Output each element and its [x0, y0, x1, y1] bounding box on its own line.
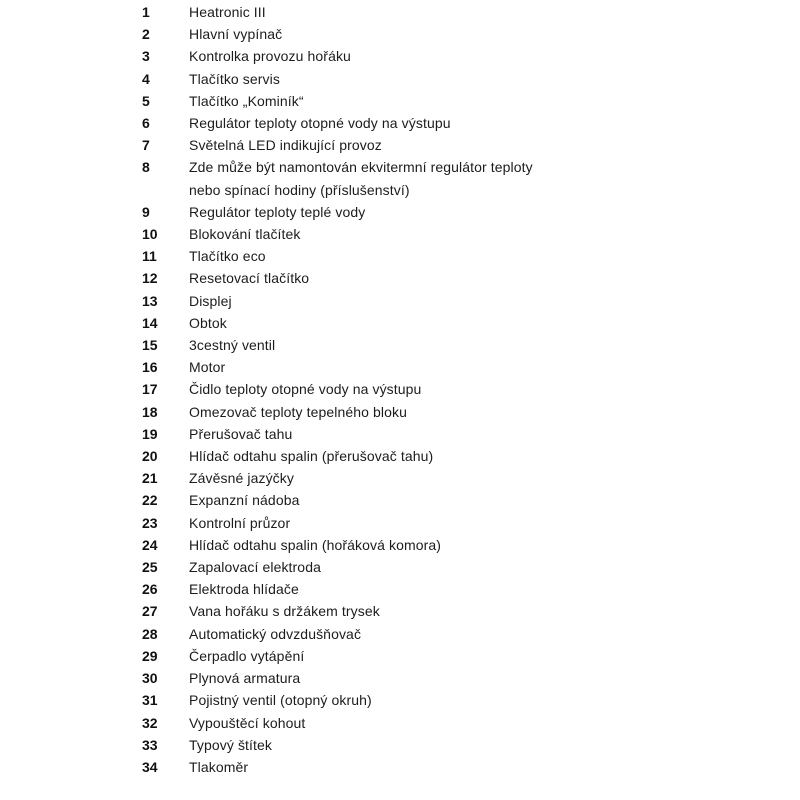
- legend-item: [142, 245, 762, 267]
- item-label-line: Elektroda hlídače: [189, 581, 299, 598]
- item-label-line: Automatický odvzdušňovač: [189, 625, 362, 642]
- item-number: 20: [142, 448, 158, 465]
- item-number: 10: [142, 226, 158, 243]
- item-number: 12: [142, 270, 158, 287]
- item-label-line: Tlačítko eco: [189, 248, 266, 265]
- item-label: [189, 201, 762, 223]
- item-label: [189, 334, 762, 356]
- item-label: [189, 756, 762, 778]
- legend-item: [142, 578, 762, 600]
- item-number: 24: [142, 536, 158, 553]
- item-label-line: Regulátor teploty teplé vody: [189, 203, 366, 220]
- item-label-line: Čidlo teploty otopné vody na výstupu: [189, 381, 422, 398]
- item-label-line: Blokování tlačítek: [189, 226, 301, 243]
- item-number: 3: [142, 48, 150, 65]
- item-number: 27: [142, 603, 158, 620]
- item-label-line: nebo spínací hodiny (příslušenství): [189, 181, 410, 198]
- item-label-line: Tlačítko servis: [189, 70, 280, 87]
- item-number: 16: [142, 359, 158, 376]
- item-label: [189, 23, 762, 45]
- legend-item: [142, 267, 762, 289]
- item-number: 23: [142, 514, 158, 531]
- item-number: 31: [142, 692, 158, 709]
- item-number: 29: [142, 647, 158, 664]
- item-label: [189, 645, 762, 667]
- legend-item: [142, 156, 762, 200]
- legend-item: [142, 645, 762, 667]
- item-label-line: Plynová armatura: [189, 670, 301, 687]
- item-label: [189, 134, 762, 156]
- legend-item: [142, 356, 762, 378]
- item-label: [189, 112, 762, 134]
- item-number: 9: [142, 203, 150, 220]
- item-label: [189, 245, 762, 267]
- item-number: 7: [142, 137, 150, 154]
- item-number: 11: [142, 248, 157, 265]
- item-label: [189, 578, 762, 600]
- item-number: 5: [142, 92, 150, 109]
- legend-item: [142, 23, 762, 45]
- item-label: [189, 512, 762, 534]
- item-label: [189, 156, 762, 200]
- item-label-line: Typový štítek: [189, 736, 272, 753]
- parts-legend: [142, 1, 762, 778]
- item-label-line: Světelná LED indikující provoz: [189, 137, 382, 154]
- item-number: 22: [142, 492, 158, 509]
- item-number: 33: [142, 736, 158, 753]
- item-label-line: Kontrolka provozu hořáku: [189, 48, 351, 65]
- item-label: [189, 356, 762, 378]
- legend-item: [142, 68, 762, 90]
- item-label-line: 3cestný ventil: [189, 337, 276, 354]
- item-label: [189, 312, 762, 334]
- legend-item: [142, 489, 762, 511]
- item-label-line: Čerpadlo vytápění: [189, 647, 305, 664]
- item-label-line: Hlavní vypínač: [189, 26, 283, 43]
- legend-item: [142, 312, 762, 334]
- item-label-line: Motor: [189, 359, 226, 376]
- item-label: [189, 667, 762, 689]
- item-label: [189, 68, 762, 90]
- item-label-line: Hlídač odtahu spalin (přerušovač tahu): [189, 448, 434, 465]
- legend-item: [142, 134, 762, 156]
- item-number: 26: [142, 581, 158, 598]
- legend-item: [142, 112, 762, 134]
- item-number: 21: [142, 470, 158, 487]
- legend-item: [142, 756, 762, 778]
- item-label-line: Omezovač teploty tepelného bloku: [189, 403, 407, 420]
- item-number: 28: [142, 625, 158, 642]
- item-number: 32: [142, 714, 158, 731]
- legend-item: [142, 512, 762, 534]
- item-number: 34: [142, 758, 158, 775]
- item-number: 15: [142, 337, 158, 354]
- item-label: [189, 378, 762, 400]
- item-label: [189, 445, 762, 467]
- legend-item: [142, 223, 762, 245]
- item-number: 25: [142, 559, 158, 576]
- legend-item: [142, 45, 762, 67]
- item-number: 8: [142, 159, 150, 176]
- item-label-line: Zapalovací elektroda: [189, 559, 321, 576]
- item-label: [189, 1, 762, 23]
- item-label-line: Tlakoměr: [189, 758, 249, 775]
- item-label: [189, 623, 762, 645]
- item-label-line: Obtok: [189, 314, 227, 331]
- legend-item: [142, 712, 762, 734]
- item-number: 30: [142, 670, 158, 687]
- item-number: 19: [142, 425, 158, 442]
- item-label: [189, 423, 762, 445]
- legend-item: [142, 445, 762, 467]
- legend-item: [142, 556, 762, 578]
- legend-item: [142, 689, 762, 711]
- item-number: 13: [142, 292, 158, 309]
- item-label: [189, 90, 762, 112]
- item-label: [189, 600, 762, 622]
- legend-item: [142, 534, 762, 556]
- item-label: [189, 290, 762, 312]
- item-number: 17: [142, 381, 158, 398]
- item-label: [189, 712, 762, 734]
- item-number: 6: [142, 115, 150, 132]
- item-label-line: Kontrolní průzor: [189, 514, 291, 531]
- item-number: 2: [142, 26, 150, 43]
- item-label: [189, 267, 762, 289]
- legend-item: [142, 1, 762, 23]
- legend-item: [142, 667, 762, 689]
- legend-item: [142, 378, 762, 400]
- legend-item: [142, 467, 762, 489]
- item-label: [189, 489, 762, 511]
- item-label: [189, 556, 762, 578]
- item-label: [189, 45, 762, 67]
- legend-item: [142, 201, 762, 223]
- item-label-line: Vypouštěcí kohout: [189, 714, 306, 731]
- item-label: [189, 734, 762, 756]
- legend-item: [142, 90, 762, 112]
- item-label: [189, 223, 762, 245]
- legend-item: [142, 290, 762, 312]
- legend-item: [142, 623, 762, 645]
- item-number: 1: [142, 4, 150, 20]
- legend-item: [142, 334, 762, 356]
- item-label-line: Závěsné jazýčky: [189, 470, 294, 487]
- item-label-line: Pojistný ventil (otopný okruh): [189, 692, 372, 709]
- item-label-line: Resetovací tlačítko: [189, 270, 310, 287]
- item-label-line: Přerušovač tahu: [189, 425, 293, 442]
- item-label-line: Hlídač odtahu spalin (hořáková komora): [189, 536, 442, 553]
- item-label-line: Heatronic III: [189, 4, 266, 20]
- item-number: 4: [142, 70, 150, 87]
- item-number: 18: [142, 403, 158, 420]
- item-label: [189, 467, 762, 489]
- item-label: [189, 689, 762, 711]
- item-label: [189, 534, 762, 556]
- item-label-line: Zde může být namontován ekvitermní regulátor teploty: [189, 159, 533, 176]
- item-label-line: Expanzní nádoba: [189, 492, 300, 509]
- item-number: 14: [142, 314, 158, 331]
- item-label-line: Regulátor teploty otopné vody na výstupu: [189, 115, 451, 132]
- legend-item: [142, 734, 762, 756]
- legend-item: [142, 600, 762, 622]
- item-label-line: Vana hořáku s držákem trysek: [189, 603, 380, 620]
- legend-item: [142, 401, 762, 423]
- item-label: [189, 401, 762, 423]
- item-label-line: Displej: [189, 292, 232, 309]
- item-label-line: Tlačítko „Kominík“: [189, 92, 304, 109]
- legend-item: [142, 423, 762, 445]
